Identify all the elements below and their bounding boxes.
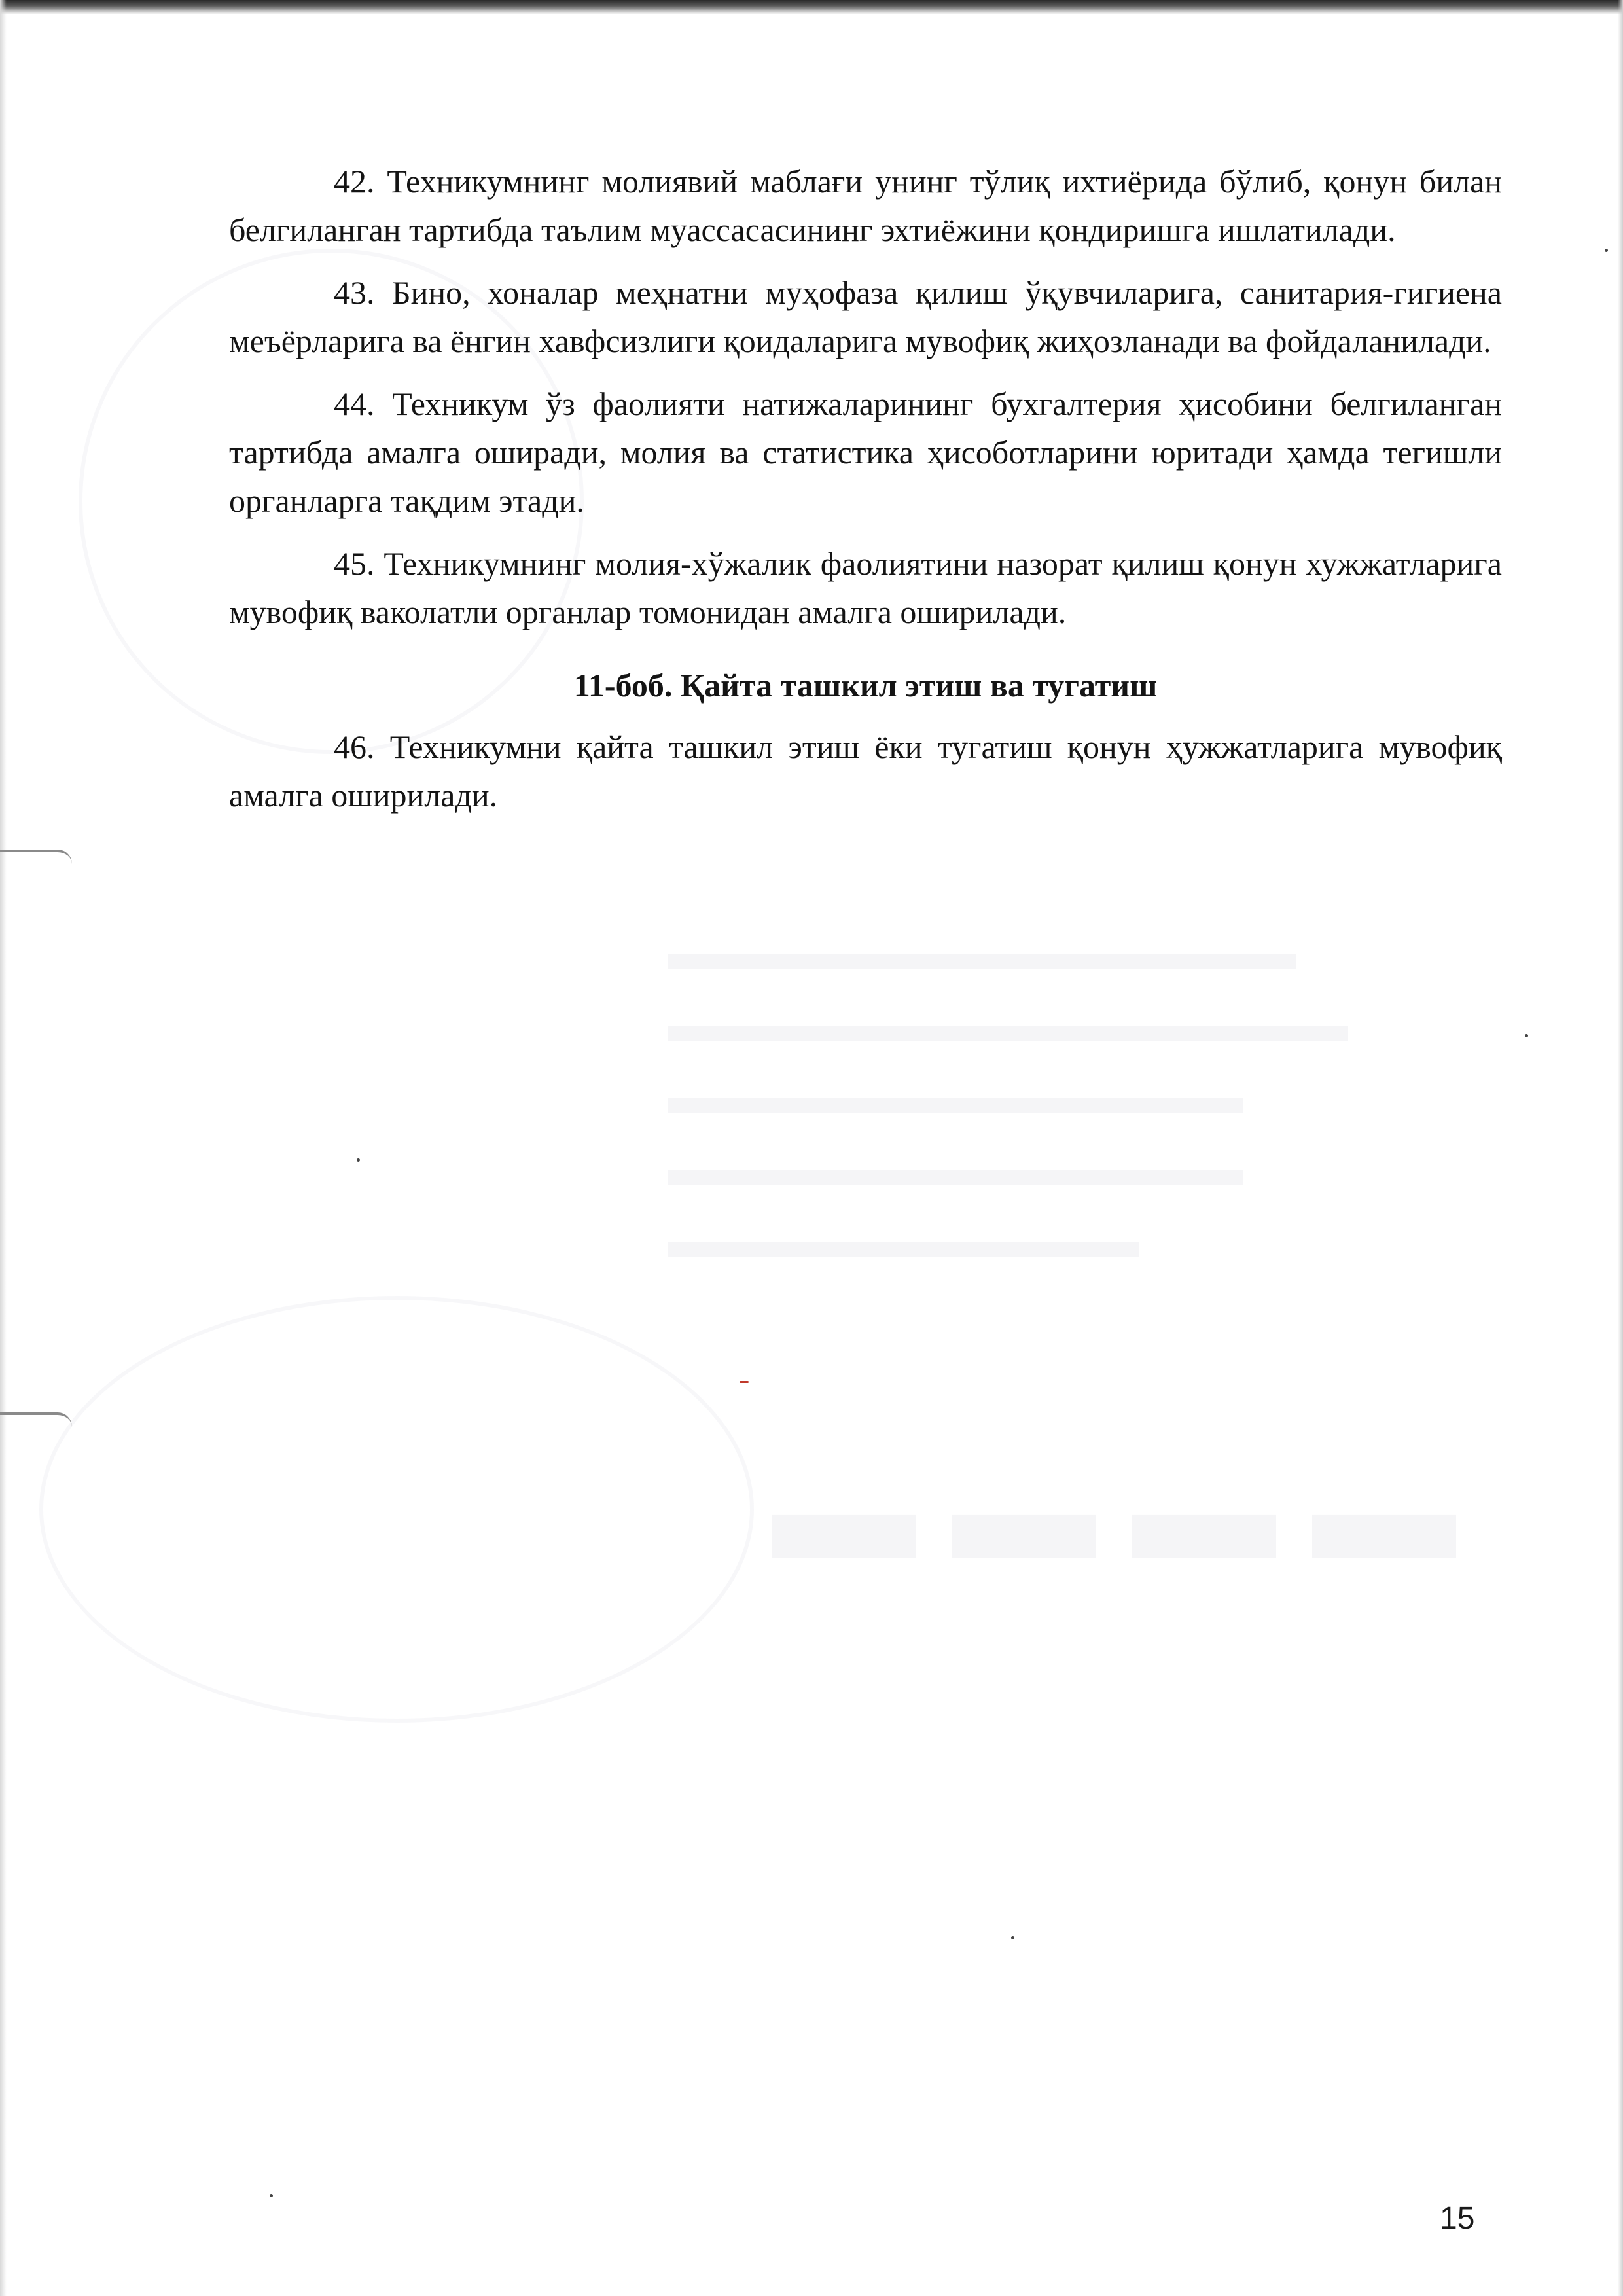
bleed-through-stamp xyxy=(39,1296,754,1723)
scan-speck xyxy=(1011,1936,1014,1939)
scan-left-edge xyxy=(0,0,7,2296)
page-number: 15 xyxy=(1440,2201,1475,2236)
scan-speck xyxy=(1525,1034,1528,1037)
staple-mark xyxy=(0,1412,72,1427)
paragraph-43: 43. Бино, хоналар меҳнатни муҳофаза қилиш ўқувчиларига, санитария-гигиена меъёрларига ва ёнгин хавфсизлиги қоидаларига мувофиқ жиҳозланади ва фойдаланилади. xyxy=(229,274,1502,359)
bleed-through-text: ▬▬▬▬▬▬▬▬▬▬▬▬ ▬▬▬▬▬▬▬▬▬▬▬▬▬ ▬▬▬▬▬▬▬▬▬▬▬ ▬▬▬▬▬▬▬▬▬▬▬ ▬▬▬▬▬▬▬▬▬ xyxy=(668,924,1348,1269)
scan-speck xyxy=(270,2194,273,2197)
bleed-through-text: ▬ ▬ ▬ ▬ xyxy=(772,1429,1456,1589)
chapter-heading: 11-боб. Қайта ташкил этиш ва тугатиш xyxy=(573,667,1158,704)
document-body xyxy=(229,157,1502,834)
paragraph-42: 42. Техникумнинг молиявий маблағи унинг тўлиқ ихтиёрида бўлиб, қонун билан белгиланган тартибда таълим муассасасининг эхтиёжини қондиришга ишлатилади. xyxy=(229,163,1502,248)
paragraph-46: 46. Техникумни қайта ташкил этиш ёки тугатиш қонун ҳужжатларига мувофиқ амалга оширилади. xyxy=(229,728,1502,814)
scan-speck xyxy=(1605,249,1608,252)
scan-speck xyxy=(740,1381,749,1383)
scan-right-edge xyxy=(1618,0,1623,2296)
scan-top-edge xyxy=(0,0,1623,14)
paragraph-44: 44. Техникум ўз фаолияти натижаларининг бухгалтерия ҳисобини белгиланган тартибда амалга оширади, молия ва статистика ҳисоботларини юритади ҳамда тегишли органларга тақдим этади. xyxy=(229,386,1502,519)
paragraph-45: 45. Техникумнинг молия-хўжалик фаолиятини назорат қилиш қонун хужжатларига мувофиқ ваколатли органлар томонидан амалга оширилади. xyxy=(229,545,1502,630)
scan-speck xyxy=(357,1158,360,1162)
staple-mark xyxy=(0,850,72,864)
